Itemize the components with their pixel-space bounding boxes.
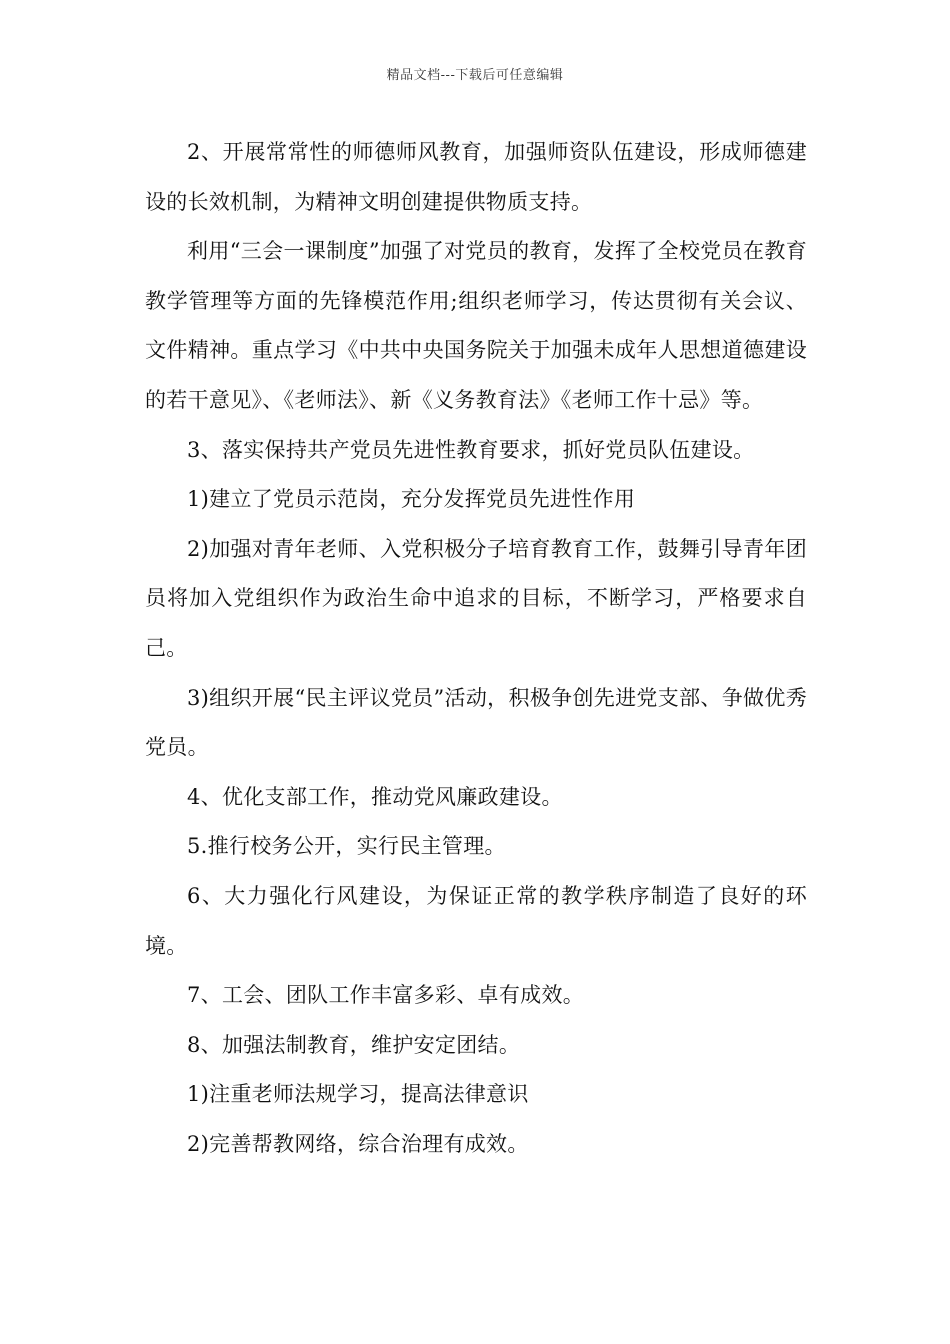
paragraph: 8、加强法制教育，维护安定团结。 — [187, 1032, 521, 1057]
paragraph: 2)加强对青年老师、入党积极分子培育教育工作，鼓舞引导青年团员将加入党组织作为政治生命中追求的目标，不断学习，严格要求自己。 — [145, 536, 807, 660]
paragraph: 5.推行校务公开，实行民主管理。 — [187, 834, 506, 859]
paragraph: 1)建立了党员示范岗，充分发挥党员先进性作用 — [187, 487, 636, 512]
page-header: 精品文档---下载后可任意编辑 — [386, 68, 564, 83]
paragraph: 2、开展常常性的师德师风教育，加强师资队伍建设，形成师德建设的长效机制，为精神文明创建提供物质支持。 — [145, 140, 807, 214]
paragraph: 7、工会、团队工作丰富多彩、卓有成效。 — [187, 983, 585, 1008]
paragraph: 6、大力强化行风建设，为保证正常的教学秩序制造了良好的环境。 — [145, 883, 807, 958]
paragraph: 3)组织开展“民主评议党员”活动，积极争创先进党支部、争做优秀党员。 — [145, 685, 807, 760]
paragraph: 1)注重老师法规学习，提高法律意识 — [187, 1082, 529, 1107]
paragraph: 2)完善帮教网络，综合治理有成效。 — [187, 1131, 529, 1156]
document-body — [145, 128, 807, 1169]
paragraph: 3、落实保持共产党员先进性教育要求，抓好党员队伍建设。 — [187, 437, 755, 462]
paragraph: 4、优化支部工作，推动党风廉政建设。 — [187, 784, 563, 809]
paragraph: 利用“三会一课制度”加强了对党员的教育，发挥了全校党员在教育教学管理等方面的先锋模范作用;组织老师学习，传达贯彻有关会议、文件精神。重点学习《中共中央国务院关于加强未成年人思想道德建设的若干意见》、《老师法》、新《义务教育法》《老师工作十忌》等。 — [145, 239, 807, 412]
